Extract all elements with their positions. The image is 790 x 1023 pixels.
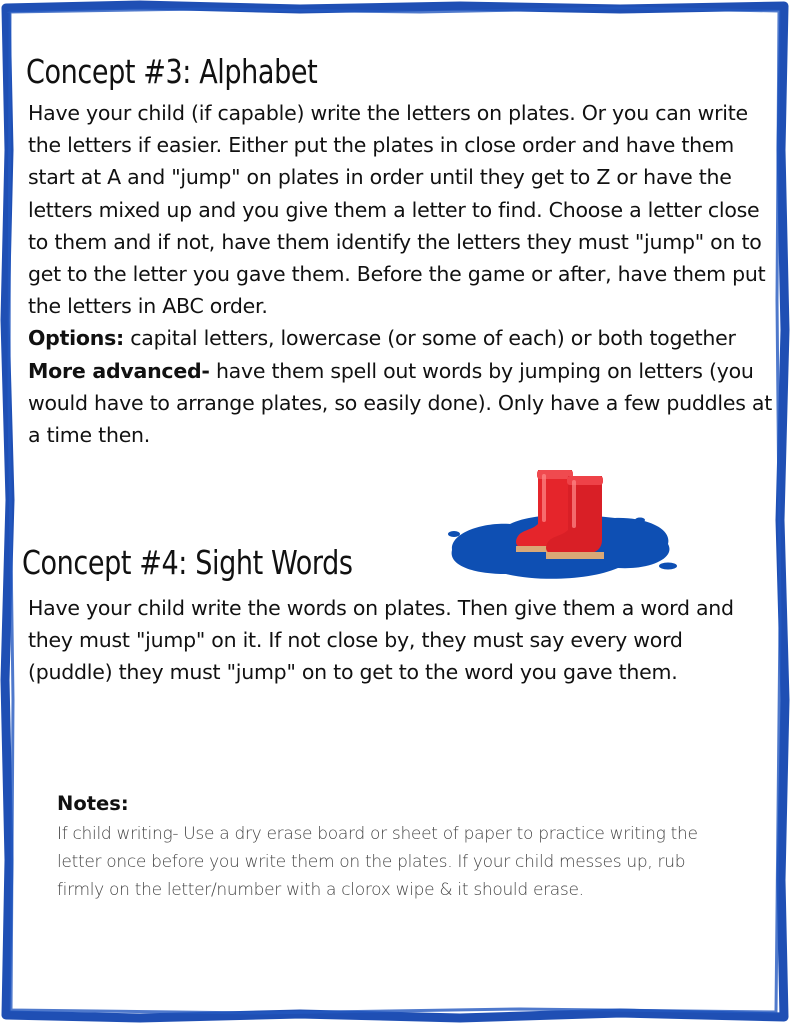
concept-4-title: Concept #4: Sight Words — [22, 543, 353, 582]
concept-4-body — [28, 592, 773, 689]
concept-3-paragraph: Have your child (if capable) write the letters on plates. Or you can write the letters if easier. Either put the plates in close order and have them start at A and "jump" on plates in order until they get to Z or have the letters mixed up and you give them a letter to find. Choose a letter close to them and if not, have them identify the letters they must "jump" on to get to the letter you gave them. Before the game or after, have them put the letters in ABC order. — [28, 101, 766, 319]
concept-4-paragraph: Have your child write the words on plates. Then give them a word and they must "jump" on it. If not close by, they must say every word (puddle) they must "jump" on to get to the word you gave them. — [28, 596, 734, 685]
concept-3-options — [28, 322, 773, 354]
concept-3-advanced — [28, 355, 773, 452]
options-label: Options: — [28, 326, 125, 351]
notes-text: If child writing- Use a dry erase board or sheet of paper to practice writing the letter once before you write them on the plates. If your child messes up, rub firmly on the letter/number with a clorox wipe & it should erase. — [57, 824, 698, 900]
notes-title: Notes: — [57, 792, 129, 815]
advanced-label: More advanced- — [28, 358, 210, 383]
concept-3-title: Concept #3: Alphabet — [26, 52, 318, 91]
advanced-text: have them spell out words by jumping on letters (you would have to arrange plates, so easily done). Only have a few puddles at a time then. — [28, 358, 773, 448]
options-text: capital letters, lowercase (or some of each) or both together — [124, 326, 736, 351]
puddle-boots-icon — [440, 462, 680, 584]
concept-3-body — [28, 97, 773, 451]
